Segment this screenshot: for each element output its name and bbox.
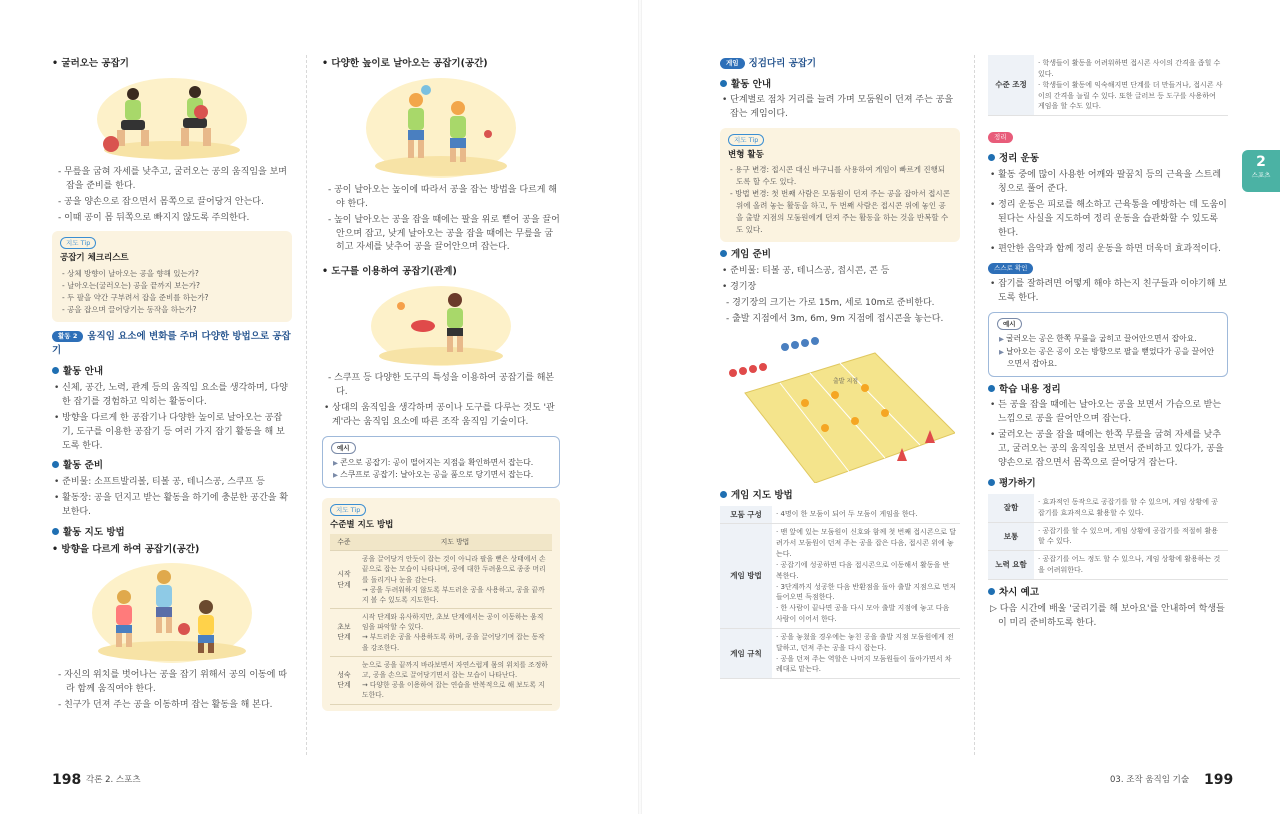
table-row (988, 551, 1228, 580)
text-line: - 무릎을 굽혀 자세를 낮추고, 굴러오는 공의 움직임을 보며 잡을 준비를 한다. (58, 166, 287, 191)
dot-icon (720, 250, 727, 257)
level-cell: 초보 단계 (330, 609, 358, 657)
text-line: ▷ 다음 시간에 배울 '굴리기를 해 보아요'를 안내하여 학생들이 미리 준비하도록 한다. (990, 603, 1225, 628)
table-row (330, 656, 552, 704)
row-key: 노력 요함 (988, 551, 1034, 580)
example-line: ▶ 날아오는 공은 공이 오는 방향으로 팔을 뻗었다가 공을 끌어안으면서 잡아요. (997, 346, 1219, 371)
section-title: • 굴러오는 공잡기 (52, 57, 292, 72)
table-header: 지도 방법 (358, 534, 552, 551)
text-line: - 출발 지점에서 3m, 6m, 9m 지점에 접시콘을 놓는다. (726, 314, 944, 325)
text-line: • 준비물: 티볼 공, 테니스공, 접시콘, 콘 등 (722, 266, 890, 277)
next-heading: 차시 예고 (988, 586, 1228, 601)
text-line: • 상대의 움직임을 생각하며 공이나 도구를 다루는 것도 '관계'라는 움직임 요소에 따른 조작 움직임 기술이다. (324, 403, 555, 427)
example-tag: 예시 (331, 442, 356, 454)
self-check-badge: 스스로 확인 (988, 263, 1033, 274)
text-line: - 자신의 위치를 벗어나는 공을 잡기 위해서 공의 이동에 따라 함께 움직여야 한다. (58, 670, 287, 695)
tip-tag: 지도 Tip (60, 237, 96, 249)
text-line: - 높이 날아오는 공을 잡을 때에는 팔을 위로 뻗어 공을 끌어안으며 잡고, 낮게 날아오는 공을 잡을 때에는 무릎을 굽히고 자세를 낮추어 공을 끌어안으며 잡는다. (328, 214, 560, 253)
page-number: 199 (1204, 772, 1234, 788)
text-line: • 잡기를 잘하려면 어떻게 해야 하는지 친구들과 이야기해 보도록 한다. (990, 279, 1227, 304)
dot-icon (52, 461, 59, 468)
dot-icon (988, 479, 995, 486)
dot-icon (988, 588, 995, 595)
row-key: 게임 규칙 (720, 628, 772, 678)
row-key: 모둠 구성 (720, 506, 772, 524)
text-line: • 단계별로 점차 거리를 늘려 가며 모둠원이 던져 주는 공을 잡는 게임이다. (722, 95, 954, 120)
footer-text: 03. 조작 움직임 기술 (1110, 775, 1190, 785)
method-cell: 공을 끌어당겨 안듯이 잡는 것이 아니라 팔을 뻗은 상태에서 손끝으로 잡는 모습이 나타나며, 공에 대한 두려움으로 종종 머리를 돌리거나 눈을 감는다. → 공을 두려워하지 않도록 부드러운 공을 사용하고, 공을 끝까지 볼 수 있도록 지도한다. (358, 551, 552, 609)
level-tip-box (322, 498, 560, 711)
row-text: · 맨 앞에 있는 모둠원이 신호와 함께 첫 번째 접시콘으로 달려가서 모둠원이 던져 주는 공을 잡은 다음, 접시콘 위에 놓는다. · 공잡기에 성공하면 다음 접시콘으로 이동해서 활동을 반복한다. · 3단계까지 성공한 다음 반환점을 돌아 출발 지점으로 먼저 들어오면 득점한다. · 한 사람이 끝나면 공을 다시 모아 출발 지점에 놓고 다음 사람이 이어서 한다. (772, 524, 960, 629)
example-box (322, 436, 560, 488)
prep-heading: 게임 준비 (720, 248, 960, 263)
row-text: · 공을 놓쳤을 경우에는 놓친 공을 출발 지점 모둠원에게 전달하고, 던져 주는 공을 다시 잡는다. · 공을 던져 주는 역할은 나머지 모둠원들이 돌아가면서 차례대로 맡는다. (772, 628, 960, 678)
activity-title: 움직임 요소에 변화를 주며 다양한 방법으로 공잡기 (52, 330, 291, 357)
tip-box (720, 128, 960, 242)
table-row (720, 524, 960, 629)
example-line: ▶ 콘으로 공잡기: 공이 떨어지는 지점을 확인하면서 잡는다. (331, 457, 551, 469)
text-line: • 방향을 다르게 한 공잡기나 다양한 높이로 날아오는 공잡기, 도구를 이용한 공잡기 등 여러 가지 잡기 활동을 해 보도록 한다. (54, 412, 285, 451)
row-key: 게임 방법 (720, 524, 772, 629)
text-line: • 신체, 공간, 노력, 관계 등의 움직임 요소를 생각하며, 다양한 잡기를 경험하고 익히는 활동이다. (54, 382, 288, 407)
table-row (988, 55, 1228, 116)
table-row (988, 522, 1228, 551)
row-text: · 공잡기를 어느 정도 할 수 있으나, 게임 상황에 활용하는 것을 어려워한다. (1034, 551, 1228, 580)
game-heading (720, 57, 960, 72)
dot-icon (52, 528, 59, 535)
text-line: • 굴러오는 공을 잡을 때에는 한쪽 무릎을 굽혀 자세를 낮추고, 굴러오는 공의 움직임을 보면서 준비하고 있다가, 공을 양손으로 잡으면서 몸쪽으로 끌어당겨 잡는다. (990, 430, 1224, 469)
method-heading: 활동 지도 방법 (52, 526, 292, 541)
tip-line: - 두 팔을 약간 구부려서 잡을 준비를 하는가? (62, 292, 209, 302)
table-row (720, 628, 960, 678)
example-line: ▶ 굴러오는 공은 한쪽 무릎을 굽히고 끌어안으면서 잡아요. (997, 333, 1219, 345)
text-line: - 공을 양손으로 잡으면서 몸쪽으로 끌어당겨 안는다. (58, 196, 264, 207)
chapter-side-tab[interactable] (1242, 150, 1280, 192)
footer-text: 각론 2. 스포츠 (86, 775, 141, 785)
table-row (988, 494, 1228, 522)
row-key: 수준 조정 (988, 55, 1034, 116)
method-cell: 눈으로 공을 끝까지 바라보면서 자연스럽게 몸의 위치를 조정하고, 공을 손으로 끌어당기면서 잡는 모습이 나타난다. → 다양한 공을 이용하여 잡는 연습을 반복적으로 해 보도록 지도한다. (358, 656, 552, 704)
dot-icon (988, 154, 995, 161)
chapter-label: 스포츠 (1251, 171, 1271, 179)
row-key: 보통 (988, 522, 1034, 551)
text-line: • 준비물: 소프트발리볼, 티볼 공, 테니스공, 스쿠프 등 (54, 477, 265, 488)
dot-icon (720, 491, 727, 498)
text-line: • 정리 운동은 피로를 해소하고 근육통을 예방하는 데 도움이 된다는 사실을 지도하여 정리 운동을 습관화할 수 있도록 한다. (990, 199, 1227, 238)
table-row (330, 609, 552, 657)
cooldown-badge: 정리 (988, 132, 1013, 143)
tip-line: - 방법 변경: 첫 번째 사람은 모둠원이 던져 주는 공을 잡아서 접시콘 위에 올려 놓는 활동을 하고, 두 번째 사람은 접시콘 위에 놓인 공을 출발 지점의 모둠원에게 던져 주는 활동을 하는 것을 반복할 수도 있다. (730, 189, 950, 235)
table-row (330, 551, 552, 609)
guide-heading: 활동 안내 (52, 365, 292, 380)
text-line: - 친구가 던져 주는 공을 이동하며 잡는 활동을 해 본다. (58, 700, 273, 711)
tip-title: 수준별 지도 방법 (330, 519, 394, 530)
text-line: - 스쿠프 등 다양한 도구의 특성을 이용하여 공잡기를 해본다. (328, 373, 555, 398)
method-cell: 시작 단계와 유사하지만, 초보 단계에서는 공이 이동하는 움직임을 파악할 수 있다. → 부드러운 공을 사용하도록 하며, 공을 끌어당기며 잡는 동작을 강조한다. (358, 609, 552, 657)
prep-heading: 활동 준비 (52, 459, 292, 474)
level-cell: 성숙 단계 (330, 656, 358, 704)
tip-tag: 지도 Tip (330, 504, 366, 516)
eval-table (988, 494, 1228, 580)
section-title: • 도구를 이용하여 공잡기(관계) (322, 265, 560, 280)
game-title: 징검다리 공잡기 (748, 58, 817, 69)
right-column-2 (988, 55, 1228, 633)
example-tag: 예시 (997, 318, 1022, 330)
rolling-ball-illustration (97, 78, 247, 160)
tip-line: - 날아오는(굴러오는) 공을 끝까지 보는가? (62, 280, 200, 290)
tip-box (52, 231, 292, 321)
tip-line: - 상체 방향이 날아오는 공을 향해 있는가? (62, 268, 199, 278)
table-header: 수준 (330, 534, 358, 551)
method-subtitle: • 방향을 다르게 하여 공잡기(공간) (52, 543, 292, 558)
right-column-1 (720, 55, 960, 679)
tip-tag: 지도 Tip (728, 134, 764, 146)
height-catch-illustration (366, 78, 516, 178)
chapter-number: 2 (1256, 154, 1266, 170)
game-method-table (720, 506, 960, 680)
row-text: · 4명이 한 모둠이 되어 두 모둠이 게임을 한다. (772, 506, 960, 524)
method-heading: 게임 지도 방법 (720, 489, 960, 504)
section-title: • 다양한 높이로 날아오는 공잡기(공간) (322, 57, 560, 72)
text-line: • 든 공을 잡을 때에는 날아오는 공을 보면서 가슴으로 받는 느낌으로 공을 끌어안으며 잡는다. (990, 400, 1222, 425)
activity-heading (52, 330, 292, 359)
table-header-row (330, 534, 552, 551)
level-cell: 시작 단계 (330, 551, 358, 609)
row-text: · 효과적인 동작으로 공잡기를 할 수 있으며, 게임 상황에 공잡기를 효과적으로 활용할 수 있다. (1034, 494, 1228, 522)
scoop-catch-illustration (371, 286, 511, 366)
row-key: 잘함 (988, 494, 1034, 522)
row-text: · 학생들이 활동을 어려워하면 접시콘 사이의 간격을 좁힐 수 있다. · 학생들이 활동에 익숙해지면 단계를 더 만들거나, 접시콘 사이의 간격을 늘릴 수 있다. 또한 글러브 등 도구를 사용하여 게임을 할 수도 있다. (1034, 55, 1228, 116)
text-line: • 활동장: 공을 던지고 받는 활동을 하기에 충분한 공간을 확보한다. (54, 493, 289, 518)
cooldown-heading: 정리 운동 (988, 152, 1228, 167)
example-box (988, 312, 1228, 376)
dot-icon (720, 80, 727, 87)
left-column-2 (322, 55, 560, 717)
game-badge: 게임 (720, 58, 745, 69)
field-label: 출발 지점 (833, 377, 859, 385)
text-line: - 공이 날아오는 높이에 따라서 공을 잡는 방법을 다르게 해야 한다. (328, 184, 557, 209)
text-line: - 이때 공이 몸 뒤쪽으로 빠지지 않도록 주의한다. (58, 212, 250, 223)
example-line: ▶ 스쿠프로 공잡기: 날아오는 공을 품으로 당기면서 잡는다. (331, 469, 551, 481)
guide-heading: 활동 안내 (720, 78, 960, 93)
left-column-1 (52, 55, 292, 715)
page-number: 198 (52, 772, 82, 788)
eval-heading: 평가하기 (988, 477, 1228, 492)
tip-title: 공잡기 체크리스트 (60, 253, 129, 264)
level-adjust-table (988, 55, 1228, 116)
text-line: • 경기장 (722, 282, 757, 293)
column-divider (974, 55, 975, 755)
column-divider (306, 55, 307, 755)
cooldown-section (988, 132, 1228, 146)
text-line: - 경기장의 크기는 가로 15m, 세로 10m로 준비한다. (726, 298, 935, 309)
summary-heading: 학습 내용 정리 (988, 383, 1228, 398)
game-field-illustration (725, 333, 955, 483)
tip-title: 변형 활동 (728, 150, 764, 161)
activity-badge: 활동 2 (52, 331, 83, 342)
self-check-section (988, 263, 1228, 277)
direction-catch-illustration (92, 563, 252, 663)
text-line: • 활동 중에 많이 사용한 어깨와 팔꿈치 등의 근육을 스트레칭으로 풀어 준다. (990, 169, 1222, 194)
table-row (720, 506, 960, 524)
tip-line: - 공을 잡으며 끌어당기는 동작을 하는가? (62, 304, 197, 314)
dot-icon (52, 367, 59, 374)
dot-icon (988, 385, 995, 392)
row-text: · 공잡기를 할 수 있으며, 게임 상황에 공잡기를 적절히 활용할 수 있다. (1034, 522, 1228, 551)
text-line: • 편안한 음악과 함께 정리 운동을 하면 더욱더 효과적이다. (990, 243, 1222, 254)
right-page (640, 0, 1280, 814)
level-table (330, 534, 552, 705)
tip-line: - 용구 변경: 접시콘 대신 바구니를 사용하여 게임이 빠르게 진행되도록 할 수도 있다. (730, 165, 946, 187)
